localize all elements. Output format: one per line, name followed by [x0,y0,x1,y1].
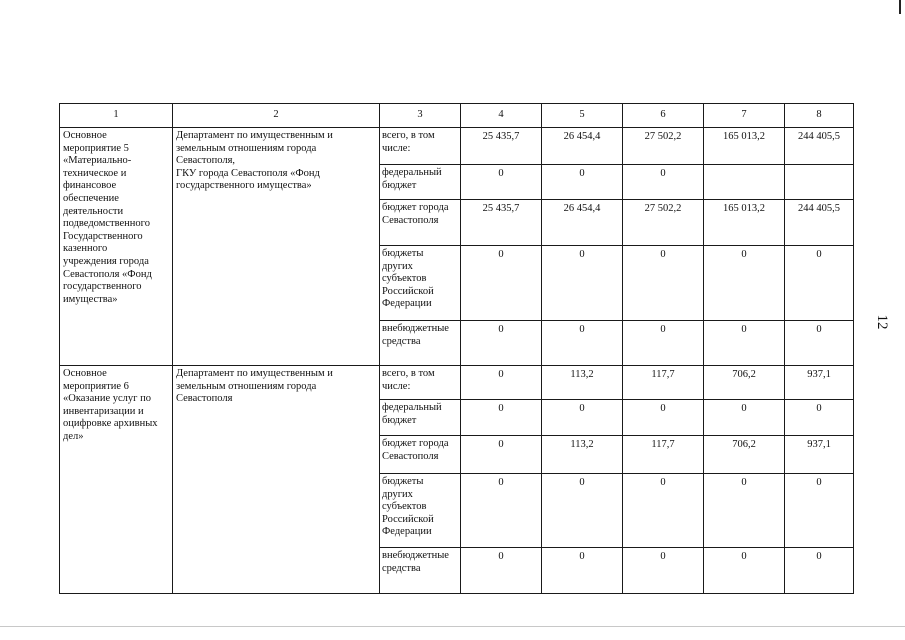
value-cell: 0 [461,246,542,321]
value-cell [785,165,854,200]
value-cell: 0 [785,400,854,436]
value-cell: 706,2 [704,436,785,474]
column-number-row [60,104,854,128]
executor-cell: Департамент по имущественным и земельным отношениям города Севастополя [173,366,380,594]
funding-source-cell: бюджеты других субъектов Российской Федерации [380,246,461,321]
value-cell: 165 013,2 [704,200,785,246]
value-cell: 26 454,4 [542,200,623,246]
value-cell: 0 [542,246,623,321]
value-cell: 113,2 [542,366,623,400]
value-cell: 0 [542,321,623,366]
value-cell: 117,7 [623,436,704,474]
value-cell: 0 [785,321,854,366]
executor-cell: Департамент по имущественным и земельным отношениям города Севастополя, ГКУ города Севастополя «Фонд государственного имущества» [173,128,380,366]
value-cell: 0 [704,246,785,321]
value-cell: 0 [623,321,704,366]
value-cell: 25 435,7 [461,200,542,246]
value-cell: 0 [461,321,542,366]
value-cell: 0 [461,366,542,400]
funding-source-cell: всего, в том числе: [380,128,461,165]
column-number: 7 [704,104,785,128]
value-cell: 0 [785,548,854,594]
value-cell: 113,2 [542,436,623,474]
scan-edge-line [0,626,905,627]
funding-source-cell: внебюджетные средства [380,321,461,366]
page-number: 12 [874,314,890,330]
value-cell: 0 [623,165,704,200]
value-cell: 0 [704,321,785,366]
value-cell [704,165,785,200]
value-cell: 0 [542,548,623,594]
value-cell: 0 [542,165,623,200]
value-cell: 0 [461,400,542,436]
column-number: 6 [623,104,704,128]
value-cell: 0 [785,246,854,321]
value-cell: 0 [542,400,623,436]
funding-source-cell: бюджеты других субъектов Российской Федерации [380,474,461,548]
value-cell: 27 502,2 [623,128,704,165]
value-cell: 0 [542,474,623,548]
value-cell: 0 [461,436,542,474]
column-number: 2 [173,104,380,128]
budget-table [59,103,854,594]
value-cell: 0 [785,474,854,548]
value-cell: 0 [704,400,785,436]
value-cell: 0 [623,474,704,548]
value-cell: 0 [461,474,542,548]
column-number: 8 [785,104,854,128]
value-cell: 0 [461,165,542,200]
column-number: 4 [461,104,542,128]
funding-source-cell: бюджет города Севастополя [380,200,461,246]
value-cell: 25 435,7 [461,128,542,165]
funding-source-cell: бюджет города Севастополя [380,436,461,474]
table-row [60,366,854,400]
activity-cell: Основное мероприятие 6 «Оказание услуг по инвентаризации и оцифровке архивных дел» [60,366,173,594]
value-cell: 937,1 [785,436,854,474]
column-number: 1 [60,104,173,128]
column-number: 3 [380,104,461,128]
value-cell: 0 [623,548,704,594]
value-cell: 937,1 [785,366,854,400]
value-cell: 117,7 [623,366,704,400]
funding-source-cell: всего, в том числе: [380,366,461,400]
value-cell: 706,2 [704,366,785,400]
value-cell: 0 [623,400,704,436]
value-cell: 165 013,2 [704,128,785,165]
scan-edge-mark [899,0,905,14]
value-cell: 0 [461,548,542,594]
table-row [60,128,854,165]
funding-source-cell: внебюджетные средства [380,548,461,594]
value-cell: 27 502,2 [623,200,704,246]
value-cell: 0 [704,474,785,548]
column-number: 5 [542,104,623,128]
activity-cell: Основное мероприятие 5 «Материально- техническое и финансовое обеспечение деятельности подведомственного Государственного казенного учреждения города Севастополя «Фонд государственного имущества» [60,128,173,366]
value-cell: 0 [704,548,785,594]
funding-source-cell: федеральный бюджет [380,400,461,436]
funding-source-cell: федеральный бюджет [380,165,461,200]
value-cell: 26 454,4 [542,128,623,165]
value-cell: 244 405,5 [785,200,854,246]
value-cell: 244 405,5 [785,128,854,165]
value-cell: 0 [623,246,704,321]
